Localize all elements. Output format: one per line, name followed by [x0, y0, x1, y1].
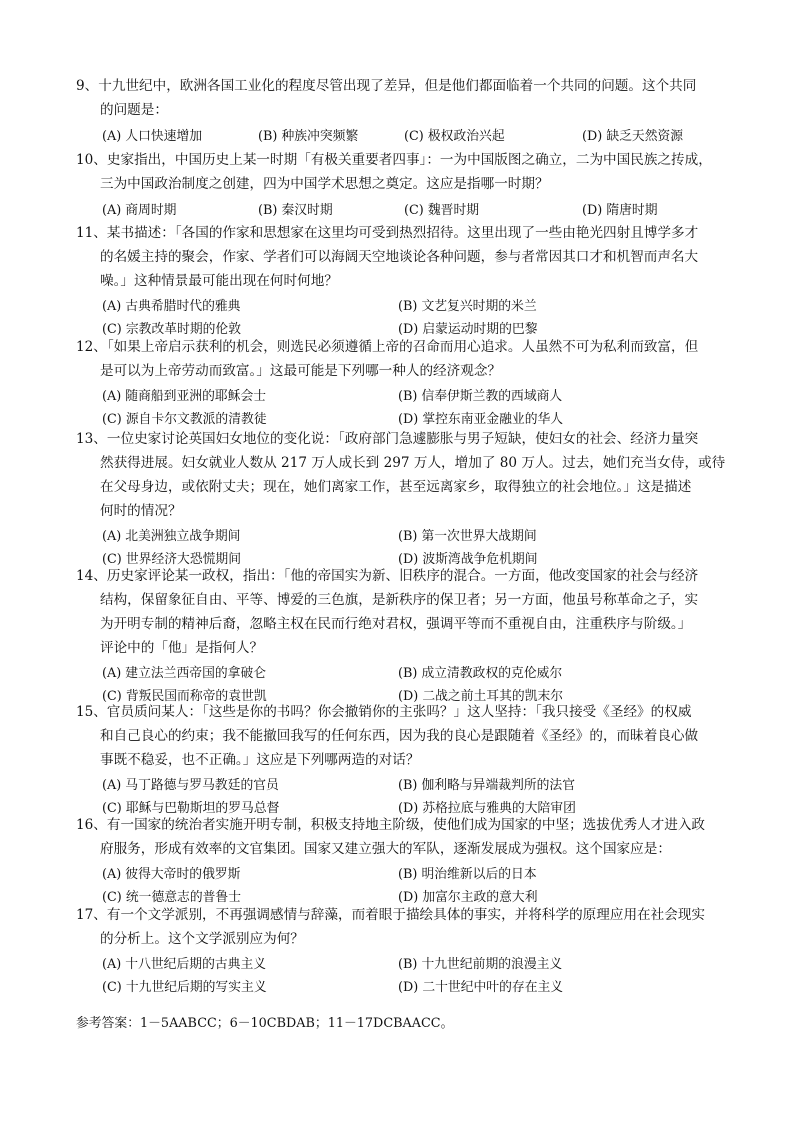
option-c: (C) 极权政治兴起	[404, 129, 505, 144]
option-a: (A) 北美洲独立战争期间	[102, 529, 241, 544]
options-row	[102, 774, 726, 797]
options-row	[102, 525, 726, 548]
option-c: (C) 耶稣与巴勒斯坦的罗马总督	[102, 801, 280, 816]
option-c: (C) 魏晋时期	[404, 203, 480, 218]
option-b: (B) 明治维新以后的日本	[398, 867, 537, 882]
question-stem: 17、有一个文学派别，不再强调感情与辞藻，而着眼于描绘具体的事实，并将科学的原理应用在社会现实 的分析上。这个文学派别应为何？	[76, 907, 706, 947]
question-stem: 10、史家指出，中国历史上某一时期「有极关重要者四事」：一为中国版图之确立，二为中国民族之抟成， 三为中国政治制度之创建，四为中国学术思想之奠定。这应是指哪一时期？	[76, 152, 712, 192]
option-d: (D) 波斯湾战争危机期间	[398, 552, 538, 567]
option-c: (C) 十九世纪后期的写实主义	[102, 980, 267, 995]
option-b: (B) 第一次世界大战期间	[398, 529, 537, 544]
option-d: (D) 苏格拉底与雅典的大陪审团	[398, 801, 576, 816]
question-15	[76, 700, 726, 820]
option-d: (D) 隋唐时期	[582, 203, 658, 218]
option-b: (B) 伽利略与异端裁判所的法官	[398, 778, 576, 793]
option-d: (D) 二十世纪中叶的存在主义	[398, 980, 564, 995]
option-b: (B) 成立清教政权的克伦威尔	[398, 666, 563, 681]
option-a: (A) 随商船到亚洲的耶稣会士	[102, 389, 267, 404]
question-11	[76, 221, 726, 341]
options-row	[102, 863, 726, 886]
option-a: (A) 马丁路德与罗马教廷的官员	[102, 778, 279, 793]
question-stem: 9、十九世纪中，欧洲各国工业化的程度尽管出现了差异，但是他们都面临着一个共同的问题。这个共同 的问题是：	[76, 78, 697, 118]
answer-key: 参考答案：1－5AABCC；6－10CBDAB；11－17DCBAACC。	[76, 1016, 454, 1031]
question-14	[76, 564, 726, 708]
option-c: (C) 宗教改革时期的伦敦	[102, 322, 242, 337]
question-stem: 13、一位史家讨论英国妇女地位的变化说：「政府部门急遽膨胀与男子短缺，使妇女的社会、经济力量突 然获得进展。妇女就业人数从 217 万人成长到 297 万人，增加了 80 万人。过去，她们充当女侍，或待 在父母身边，或依附丈夫；现在，她们离家工作，甚至远离家乡，取得独立的社会地位。」这是描述 何时的情况？	[76, 431, 726, 519]
option-c: (C) 世界经济大恐慌期间	[102, 552, 242, 567]
option-b: (B) 十九世纪前期的浪漫主义	[398, 957, 563, 972]
question-13	[76, 427, 726, 571]
options-row	[102, 295, 726, 318]
option-d: (D) 二战之前土耳其的凯末尔	[398, 689, 564, 704]
options-row	[102, 662, 726, 685]
option-a: (A) 商周时期	[102, 203, 177, 218]
question-stem: 11、某书描述：「各国的作家和思想家在这里均可受到热烈招待。这里出现了一些由艳光四射且博学多才 的名媛主持的聚会，作家、学者们可以海阔天空地谈论各种问题，参与者常因其口才和机智而声名大 噪。」这种情景最可能出现在何时何地？	[76, 225, 699, 289]
option-d: (D) 加富尔主政的意大利	[398, 890, 538, 905]
option-c: (C) 背叛民国而称帝的袁世凯	[102, 689, 267, 704]
options-row	[102, 125, 726, 149]
question-stem: 15、官员质问某人：「这些是你的书吗？你会撤销你的主张吗？」这人坚持：「我只接受《圣经》的权威 和自己良心的约束；我不能撤回我写的任何东西，因为我的良心是跟随着《圣经》的，而昧着良心做 事既不稳妥，也不正确。」这应是下列哪两造的对话？	[76, 704, 699, 768]
options-row	[102, 199, 726, 223]
option-c: (C) 统一德意志的普鲁士	[102, 890, 242, 905]
option-b: (B) 信奉伊斯兰教的西域商人	[398, 389, 563, 404]
option-d: (D) 掌控东南亚金融业的华人	[398, 412, 564, 427]
option-a: (A) 彼得大帝时的俄罗斯	[102, 867, 241, 882]
question-9	[76, 74, 726, 149]
option-c: (C) 源自卡尔文教派的清教徒	[102, 412, 267, 427]
option-b: (B) 种族冲突频繁	[258, 129, 359, 144]
question-10	[76, 148, 726, 223]
option-b: (B) 秦汉时期	[258, 203, 333, 218]
option-b: (B) 文艺复兴时期的米兰	[398, 299, 537, 314]
options-row	[102, 385, 726, 408]
question-stem: 16、有一国家的统治者实施开明专制，积极支持地主阶级，使他们成为国家的中坚；选拔优秀人才进入政 府服务，形成有效率的文官集团。国家又建立强大的军队，逐渐发展成为强权。这个国家应是：	[76, 817, 706, 857]
option-a: (A) 建立法兰西帝国的拿破仑	[102, 666, 267, 681]
options-row	[102, 953, 726, 976]
option-d: (D) 启蒙运动时期的巴黎	[398, 322, 538, 337]
question-stem: 14、历史家评论某一政权，指出：「他的帝国实为新、旧秩序的混合。一方面，他改变国家的社会与经济 结构，保留象征自由、平等、博爱的三色旗，是新秩序的保卫者；另一方面，他虽号称革命之子，实 为开明专制的精神后裔，忽略主权在民而行绝对君权，强调平等而不重视自由，注重秩序与阶级。」 评论中的「他」是指何人？	[76, 568, 699, 656]
option-d: (D) 缺乏天然资源	[582, 129, 684, 144]
option-a: (A) 十八世纪后期的古典主义	[102, 957, 267, 972]
question-17	[76, 903, 726, 999]
question-stem: 12、「如果上帝启示获利的机会，则选民必须遵循上帝的召命而用心追求。人虽然不可为私利而致富，但 是可以为上帝劳动而致富。」这最可能是下列哪一种人的经济观念？	[76, 339, 699, 379]
options-row	[102, 976, 726, 999]
option-a: (A) 古典希腊时代的雅典	[102, 299, 241, 314]
question-12	[76, 335, 726, 431]
option-a: (A) 人口快速增加	[102, 129, 203, 144]
question-16	[76, 813, 726, 909]
